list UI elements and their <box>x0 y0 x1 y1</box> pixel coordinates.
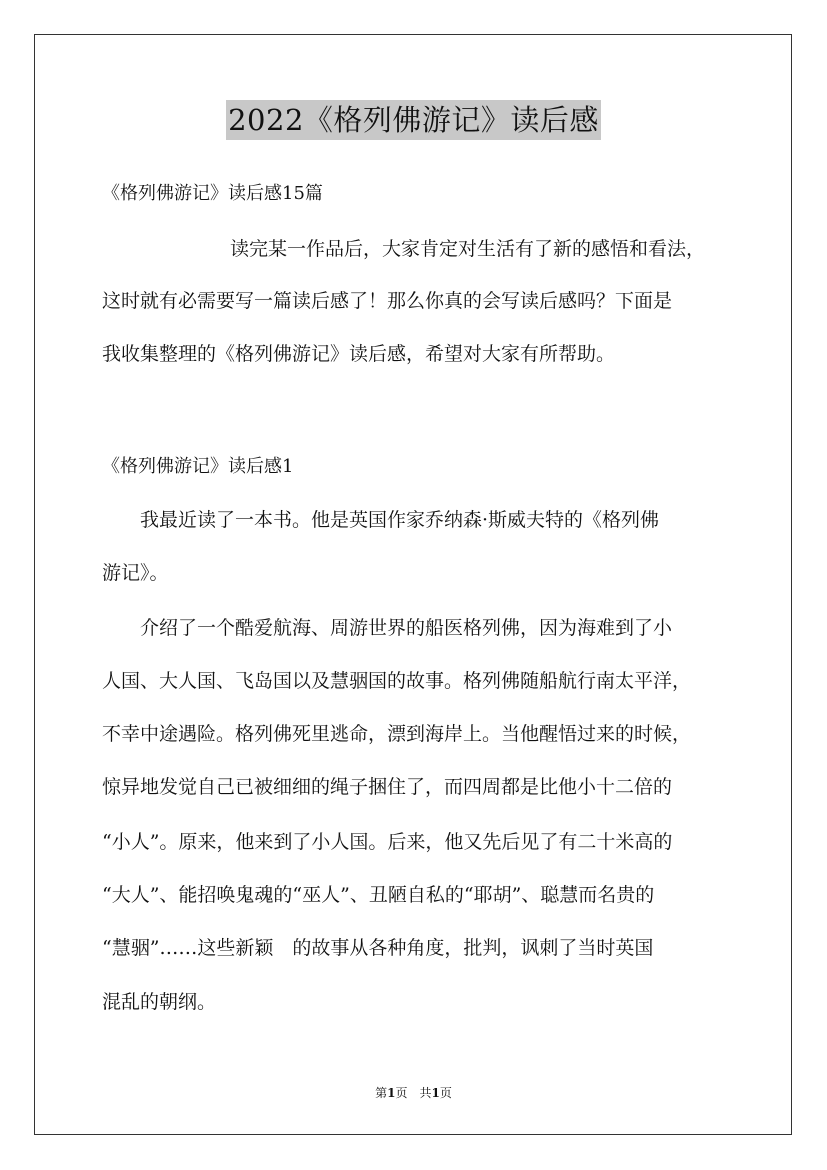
intro-line-2: 这时就有必需要写一篇读后感了！那么你真的会写读后感吗？下面是 <box>102 290 673 312</box>
page-footer <box>0 1084 827 1101</box>
intro-line-3: 我收集整理的《格列佛游记》读后感，希望对大家有所帮助。 <box>102 343 616 365</box>
document-title: 2022《格列佛游记》读后感 <box>226 100 601 140</box>
footer-mid: 页 共 <box>395 1086 432 1100</box>
footer-page-current: 1 <box>387 1086 396 1100</box>
para2-line-8: 混乱的朝纲。 <box>102 991 217 1013</box>
para2-line-3: 不幸中途遇险。格列佛死里逃命，漂到海岸上。当他醒悟过来的时候， <box>102 723 692 745</box>
footer-suffix: 页 <box>439 1086 452 1100</box>
footer-page-total: 1 <box>431 1086 440 1100</box>
para2-line-4: 惊异地发觉自己已被细细的绳子捆住了，而四周都是比他小十二倍的 <box>102 776 673 798</box>
title-container <box>0 100 827 140</box>
section-heading: 《格列佛游记》读后感1 <box>102 456 294 477</box>
para2-line-2: 人国、大人国、飞岛国以及慧骃国的故事。格列佛随船航行南太平洋， <box>102 670 692 692</box>
para2-line-7: “慧骃”……这些新颖 的故事从各种角度，批判，讽刺了当时英国 <box>102 937 654 959</box>
intro-line-1: 读完某一作品后，大家肯定对生活有了新的感悟和看法， <box>230 238 706 260</box>
para1-line-2: 游记》。 <box>102 562 169 584</box>
document-subtitle: 《格列佛游记》读后感15篇 <box>102 183 323 204</box>
para1-line-1: 我最近读了一本书。他是英国作家乔纳森·斯威夫特的《格列佛 <box>140 509 660 531</box>
footer-prefix: 第 <box>375 1086 388 1100</box>
para2-line-6: “大人”、能招唤鬼魂的“巫人”、丑陋自私的“耶胡”、聪慧而名贵的 <box>102 884 655 906</box>
para2-line-5: “小人”。原来，他来到了小人国。后来，他又先后见了有二十米高的 <box>102 831 673 853</box>
para2-line-1: 介绍了一个酷爱航海、周游世界的船医格列佛，因为海难到了小 <box>140 617 673 639</box>
